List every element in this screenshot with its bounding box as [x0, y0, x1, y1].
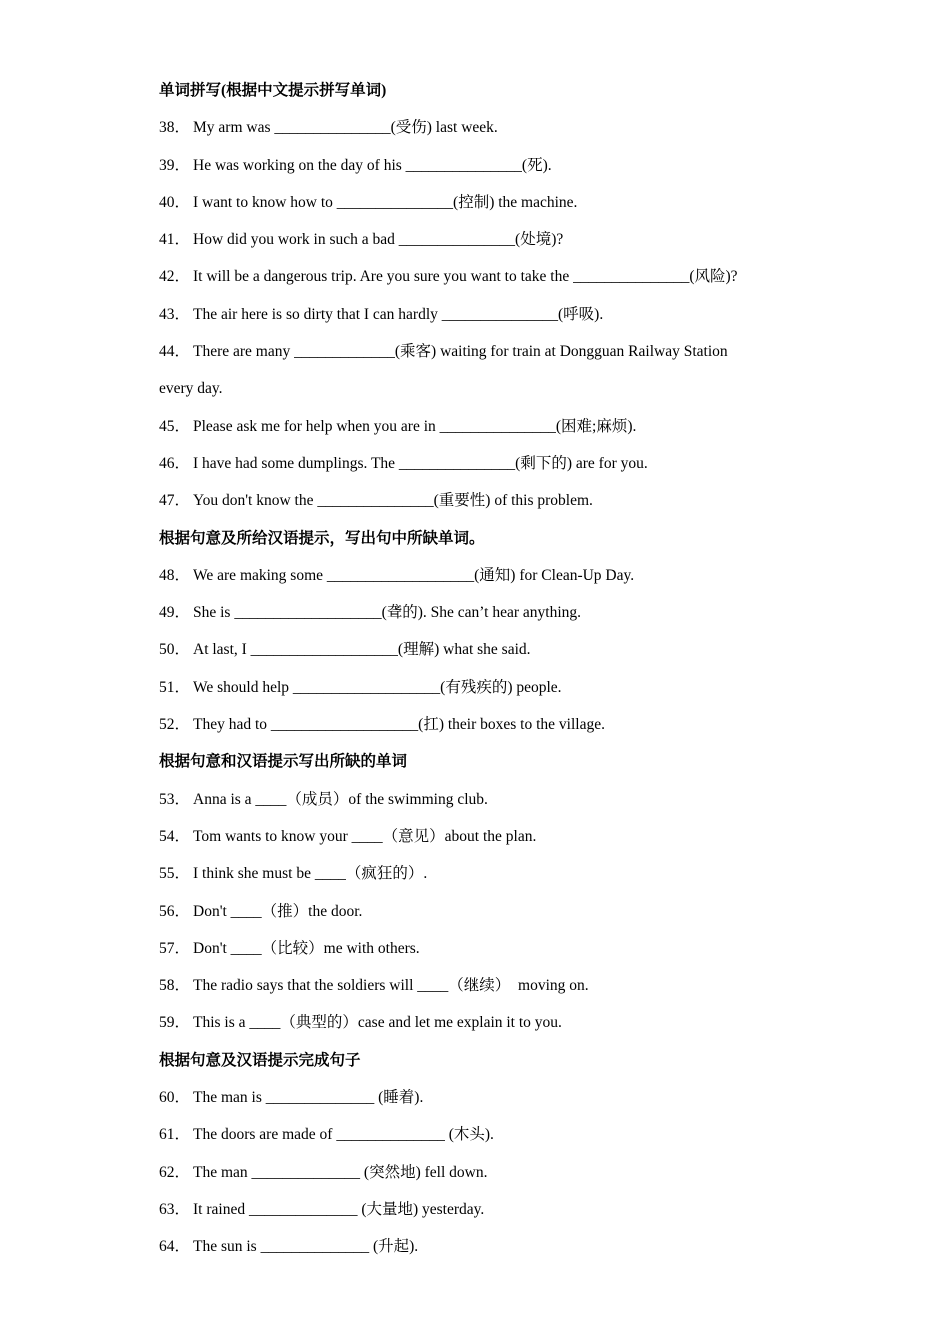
worksheet: [159, 72, 799, 1266]
question-text: My arm was _______________(受伤) last week.: [193, 119, 498, 137]
question-number: 62．: [159, 1163, 191, 1181]
question-63: [159, 1191, 799, 1228]
question-39: [159, 147, 799, 184]
question-number: 41．: [159, 231, 191, 249]
question-text: The radio says that the soldiers will ____（继续） moving on.: [193, 977, 589, 995]
question-41: [159, 221, 799, 258]
question-number: 40．: [159, 193, 191, 211]
question-58: [159, 967, 799, 1004]
question-number: 48．: [159, 566, 191, 584]
question-text: You don't know the _______________(重要性) of this problem.: [193, 492, 593, 510]
question-number: 63．: [159, 1200, 191, 1218]
question-38: [159, 109, 799, 146]
question-text: I want to know how to _______________(控制) the machine.: [193, 193, 578, 211]
question-text: This is a ____（典型的）case and let me explain it to you.: [193, 1014, 562, 1032]
question-46: [159, 445, 799, 482]
question-43: [159, 296, 799, 333]
question-text: I have had some dumplings. The _______________(剩下的) are for you.: [193, 454, 648, 472]
question-number: 45．: [159, 417, 191, 435]
question-text: The air here is so dirty that I can hardly _______________(呼吸).: [193, 305, 604, 323]
question-45: [159, 408, 799, 445]
question-64: [159, 1228, 799, 1265]
question-text: Don't ____（推）the door.: [193, 902, 363, 920]
question-number: 55．: [159, 865, 191, 883]
question-number: 64．: [159, 1238, 191, 1256]
question-59: [159, 1004, 799, 1041]
question-number: 57．: [159, 939, 191, 957]
question-text: It will be a dangerous trip. Are you sure you want to take the _______________(风险)?: [193, 268, 738, 286]
section-heading: 根据句意及汉语提示完成句子: [159, 1051, 361, 1069]
question-61: [159, 1116, 799, 1153]
question-number: 42．: [159, 268, 191, 286]
question-number: 52．: [159, 716, 191, 734]
question-55: [159, 855, 799, 892]
question-number: 47．: [159, 492, 191, 510]
question-number: 61．: [159, 1126, 191, 1144]
question-53: [159, 781, 799, 818]
question-number: 59．: [159, 1014, 191, 1032]
question-56: [159, 893, 799, 930]
question-text: The doors are made of ______________ (木头).: [193, 1126, 494, 1144]
question-number: 44．: [159, 343, 191, 361]
question-text: I think she must be ____（疯狂的）.: [193, 865, 428, 883]
question-text: He was working on the day of his _______________(死).: [193, 156, 552, 174]
question-number: 46．: [159, 454, 191, 472]
question-text: She is ___________________(聋的). She can’t hear anything.: [193, 604, 582, 622]
question-number: 50．: [159, 641, 191, 659]
question-49: [159, 594, 799, 631]
question-number: 43．: [159, 305, 191, 323]
question-54: [159, 818, 799, 855]
question-text: The sun is ______________ (升起).: [193, 1238, 419, 1256]
question-51: [159, 669, 799, 706]
question-text: We are making some ___________________(通知) for Clean-Up Day.: [193, 566, 635, 584]
section-heading: 根据句意及所给汉语提示，写出句中所缺单词。: [159, 529, 485, 547]
question-number: 49．: [159, 604, 191, 622]
question-text: How did you work in such a bad _______________(处境)?: [193, 231, 564, 249]
question-60: [159, 1079, 799, 1116]
question-number: 54．: [159, 827, 191, 845]
question-text: Anna is a ____（成员）of the swimming club.: [193, 790, 488, 808]
section-heading: 单词拼写(根据中文提示拼写单词): [159, 82, 387, 99]
question-44: [159, 333, 799, 370]
question-number: 39．: [159, 156, 191, 174]
question-text: The man ______________ (突然地) fell down.: [193, 1163, 488, 1181]
question-number: 38．: [159, 119, 191, 137]
question-57: [159, 930, 799, 967]
question-number: 51．: [159, 678, 191, 696]
question-text: The man is ______________ (睡着).: [193, 1089, 424, 1107]
question-50: [159, 631, 799, 668]
question-text: They had to ___________________(扛) their boxes to the village.: [193, 716, 605, 734]
question-42: [159, 258, 799, 295]
question-62: [159, 1154, 799, 1191]
question-47: [159, 482, 799, 519]
question-number: 60．: [159, 1089, 191, 1107]
question-text: At last, I ___________________(理解) what she said.: [193, 641, 531, 659]
question-40: [159, 184, 799, 221]
question-44-continuation: every day.: [159, 380, 223, 398]
question-52: [159, 706, 799, 743]
question-text: There are many _____________(乘客) waiting for train at Dongguan Railway Station: [193, 343, 728, 361]
question-number: 56．: [159, 902, 191, 920]
question-text: It rained ______________ (大量地) yesterday.: [193, 1200, 485, 1218]
question-text: Don't ____（比较）me with others.: [193, 939, 420, 957]
question-text: We should help ___________________(有残疾的) people.: [193, 678, 562, 696]
question-48: [159, 557, 799, 594]
question-number: 53．: [159, 790, 191, 808]
question-text: Tom wants to know your ____（意见）about the plan.: [193, 827, 537, 845]
section-heading: 根据句意和汉语提示写出所缺的单词: [159, 753, 408, 771]
question-text: Please ask me for help when you are in _______________(困难;麻烦).: [193, 417, 637, 435]
question-number: 58．: [159, 977, 191, 995]
